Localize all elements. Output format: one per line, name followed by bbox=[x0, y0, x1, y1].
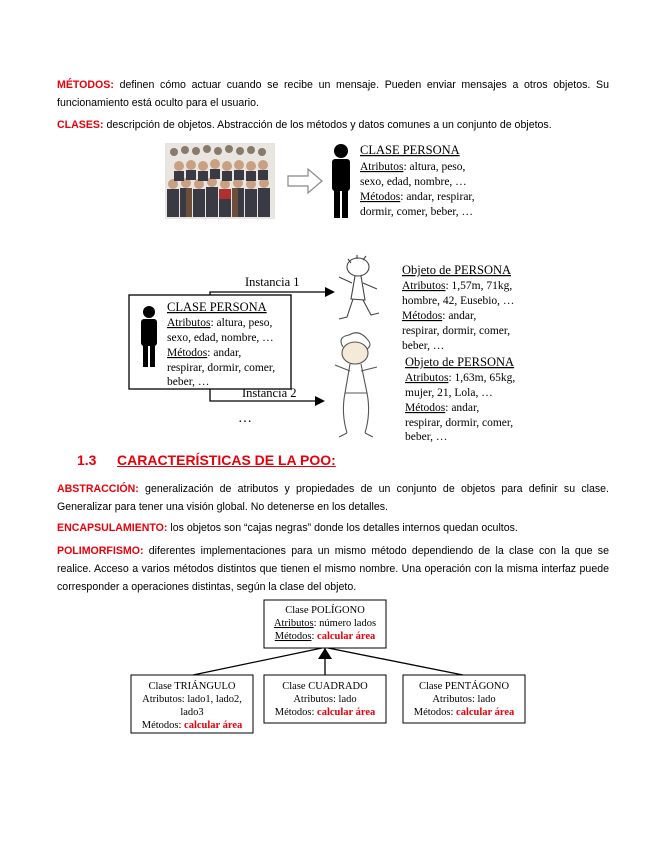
meth-label: Métodos bbox=[167, 347, 208, 359]
object2-attributes-line1 bbox=[405, 372, 515, 384]
object2-attr-line2: mujer, 21, Lola, … bbox=[405, 387, 493, 399]
crowd-illustration bbox=[165, 143, 275, 219]
abstraccion-text: generalización de atributos y propiedades de un conjunto de objetos para definir su clase. Generalizar para tener una visión global. No detenerse en los detalles. bbox=[57, 483, 609, 513]
polimorfismo-paragraph bbox=[57, 542, 609, 596]
abstraccion-term: ABSTRACCIÓN: bbox=[57, 483, 139, 495]
object1-attr-line2: hombre, 42, Eusebio, … bbox=[402, 295, 515, 307]
object2-meth-line2: respirar, dormir, comer, bbox=[405, 417, 514, 429]
metodos-text: definen cómo actuar cuando se recibe un mensaje. Pueden enviar mensajes a otros objetos. Su funcionamiento está oculto para el usuario. bbox=[57, 79, 609, 109]
object1-meth-line2: respirar, dormir, comer, bbox=[402, 325, 511, 337]
instance2-label: Instancia 2 bbox=[242, 386, 297, 400]
object1-attributes-line1 bbox=[402, 280, 512, 292]
cartoon-man-illustration bbox=[339, 255, 379, 319]
right-arrow-icon bbox=[288, 169, 322, 193]
section-number: 1.3 bbox=[77, 452, 97, 468]
triangulo-meth-label: Métodos: bbox=[141, 720, 185, 731]
pentagono-title: Clase PENTÁGONO bbox=[418, 681, 510, 692]
person-silhouette-icon bbox=[332, 144, 350, 218]
class-box-attributes-line1 bbox=[167, 317, 273, 329]
class-persona-attributes-line1 bbox=[360, 161, 466, 173]
meth-line1: : andar, bbox=[442, 310, 477, 322]
clases-text: descripción de objetos. Abstracción de los métodos y datos comunes a un conjunto de objetos. bbox=[103, 119, 552, 131]
class-persona-title: CLASE PERSONA bbox=[360, 143, 460, 157]
cuadrado-meth-value: calcular área bbox=[317, 707, 376, 718]
object2-methods-line1 bbox=[405, 402, 479, 414]
triangulo-meth-value: calcular área bbox=[184, 720, 243, 731]
instances-figure bbox=[125, 255, 535, 445]
metodos-term: MÉTODOS: bbox=[57, 79, 114, 91]
meth-line1: : andar, bbox=[445, 402, 480, 414]
meth-label: Métodos bbox=[402, 310, 443, 322]
pentagono-meth-value: calcular área bbox=[456, 707, 515, 718]
poligono-attr-value: : número lados bbox=[313, 618, 377, 629]
cartoon-woman-illustration bbox=[335, 333, 377, 437]
clases-paragraph bbox=[57, 116, 609, 134]
arrow-head-icon bbox=[325, 287, 335, 297]
class-box-title: CLASE PERSONA bbox=[167, 300, 267, 314]
poligono-attr-label: Atributos bbox=[273, 618, 314, 629]
polymorphism-diagram bbox=[125, 595, 535, 740]
class-box-methods-line1 bbox=[167, 347, 241, 359]
polimorfismo-text: diferentes implementaciones para un mismo método dependiendo de la clase con la que se realice. Acceso a varios métodos distintos que tienen el mismo nombre. Una operación con la misma interfaz puede corresponder a operaciones distintas, según la clase del objeto. bbox=[57, 545, 609, 593]
object2-title: Objeto de PERSONA bbox=[405, 355, 515, 369]
metodos-paragraph bbox=[57, 76, 609, 112]
attr-line2: sexo, edad, nombre, … bbox=[360, 176, 467, 188]
poligono-meth-value: calcular área bbox=[317, 631, 376, 642]
poligono-methods: Métodos: calcular área bbox=[274, 631, 376, 642]
arrow-head-icon bbox=[315, 396, 325, 406]
cuadrado-title: Clase CUADRADO bbox=[282, 681, 368, 692]
cuadrado-attr-line1: Atributos: lado bbox=[293, 694, 357, 705]
inheritance-connectors bbox=[193, 648, 463, 675]
poligono-title: Clase POLÍGONO bbox=[285, 605, 365, 616]
triangulo-title: Clase TRIÁNGULO bbox=[148, 681, 236, 692]
more-instances-ellipsis: … bbox=[238, 411, 252, 426]
meth-line1: : andar, respirar, bbox=[400, 191, 475, 203]
class-persona-figure bbox=[160, 138, 500, 222]
pentagono-meth-label: Métodos: bbox=[413, 707, 457, 718]
attr-label: Atributos bbox=[360, 161, 404, 173]
attr-line1: : 1,63m, 65kg, bbox=[448, 372, 516, 384]
meth-line3: beber, … bbox=[167, 376, 210, 388]
clases-term: CLASES: bbox=[57, 119, 104, 131]
encapsulamiento-text: los objetos son “cajas negras” donde los detalles internos quedan ocultos. bbox=[167, 522, 518, 534]
meth-line2: dormir, comer, beber, … bbox=[360, 206, 473, 218]
cuadrado-meth-label: Métodos: bbox=[274, 707, 318, 718]
section-title: CARACTERÍSTICAS DE LA POO: bbox=[117, 452, 336, 468]
triangulo-attr-line1: Atributos: lado1, lado2, bbox=[142, 694, 242, 705]
class-persona-methods-line1 bbox=[360, 191, 475, 203]
cuadrado-methods bbox=[275, 707, 376, 718]
triangulo-attr-line2: lado3 bbox=[180, 707, 204, 718]
section-heading bbox=[77, 452, 336, 468]
object2-meth-line3: beber, … bbox=[405, 431, 448, 443]
meth-label: Métodos bbox=[360, 191, 401, 203]
meth-label: Métodos bbox=[405, 402, 446, 414]
pentagono-methods bbox=[414, 707, 515, 718]
object1-title: Objeto de PERSONA bbox=[402, 263, 512, 277]
inheritance-arrow-icon bbox=[318, 648, 332, 659]
attr-label: Atributos bbox=[167, 317, 211, 329]
object1-methods-line1 bbox=[402, 310, 476, 322]
poligono-meth-label: Métodos bbox=[274, 631, 312, 642]
attr-line2: sexo, edad, nombre, … bbox=[167, 332, 274, 344]
meth-line1: : andar, bbox=[207, 347, 242, 359]
attr-label: Atributos bbox=[405, 372, 449, 384]
encapsulamiento-paragraph bbox=[57, 519, 609, 537]
meth-line2: respirar, dormir, comer, bbox=[167, 362, 276, 374]
poligono-attributes bbox=[274, 618, 376, 629]
attr-label: Atributos bbox=[402, 280, 446, 292]
abstraccion-paragraph bbox=[57, 480, 609, 516]
encapsulamiento-term: ENCAPSULAMIENTO: bbox=[57, 522, 168, 534]
attr-line1: : 1,57m, 71kg, bbox=[445, 280, 513, 292]
object1-meth-line3: beber, … bbox=[402, 340, 445, 352]
attr-line1: : altura, peso, bbox=[210, 317, 273, 329]
pentagono-attr-line1: Atributos: lado bbox=[432, 694, 496, 705]
triangulo-methods bbox=[142, 720, 243, 731]
polimorfismo-term: POLIMORFISMO: bbox=[57, 545, 144, 557]
instance1-label: Instancia 1 bbox=[245, 275, 300, 289]
attr-line1: : altura, peso, bbox=[403, 161, 466, 173]
